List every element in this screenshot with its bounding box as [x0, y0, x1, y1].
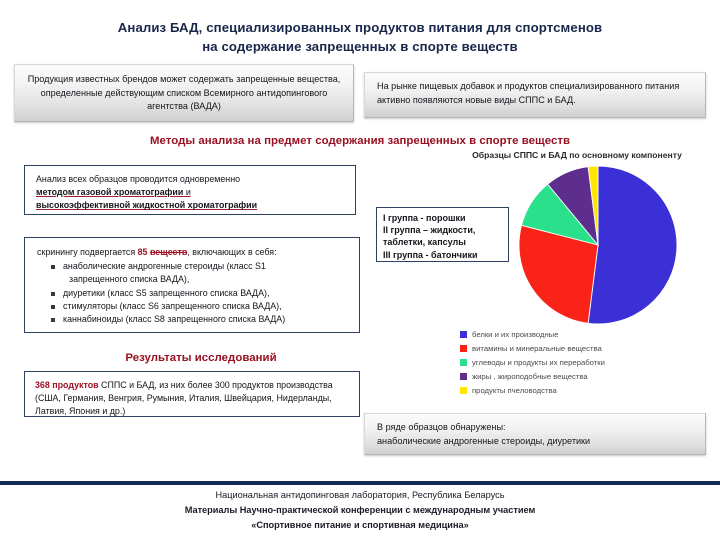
legend-item [460, 341, 708, 355]
screening-prefix: скринингу подвергается [37, 247, 138, 257]
legend-item [460, 327, 708, 341]
legend-swatch-icon [460, 373, 467, 380]
chart-title: Образцы СППС и БАД по основному компоненту [472, 150, 682, 160]
groups-line-3: таблетки, капсулы [383, 237, 466, 248]
legend-swatch-icon [460, 345, 467, 352]
page-title [40, 18, 680, 56]
footer-line-2: Материалы Научно-практической конференции с международным участием [184, 505, 536, 516]
callout-market-text: На рынке пищевых добавок и продуктов специализированного питания активно появляются новые виды СППС и БАД. [377, 81, 680, 105]
callout-found-line1: В ряде образцов обнаружены: [377, 422, 506, 432]
legend-label: витамины и минеральные вещества [472, 343, 602, 353]
products-box [24, 371, 360, 417]
callout-found-line2: анаболические андрогенные стероиды, диуретики [377, 435, 591, 446]
callout-brands [14, 64, 354, 122]
screening-box [24, 237, 360, 333]
groups-line-2: II группа – жидкости, [383, 225, 476, 236]
list-item [51, 313, 359, 326]
methods-line-2 [36, 199, 355, 212]
pie-svg [518, 165, 678, 325]
legend-label: продукты пчеловодства [472, 385, 557, 395]
list-item [51, 260, 359, 286]
list-item [51, 300, 359, 313]
screening-amount-word: веществ [149, 247, 188, 257]
groups-line-4: III группа - батончики [383, 249, 478, 260]
legend-item [460, 383, 708, 397]
footer-line-3: «Спортивное питание и спортивная медицина» [251, 520, 469, 531]
list-item-text: стимуляторы (класс S6 запрещенного списка ВАДА), [63, 300, 282, 311]
products-count: 368 продуктов [35, 380, 99, 390]
footer-divider [0, 481, 720, 485]
pie-slices [519, 166, 677, 324]
footer [0, 488, 720, 534]
methods-method-2: высокоэффективной жидкостной хроматографии [36, 200, 258, 211]
methods-intro: Анализ всех образцов проводится одновременно [36, 174, 241, 184]
section-heading-methods: Методы анализа на предмет содержания запрещенных в спорте веществ [149, 135, 571, 147]
pie-chart-graphic [518, 165, 678, 325]
screening-list [37, 260, 359, 326]
legend-swatch-icon [460, 387, 467, 394]
list-item [51, 287, 359, 300]
screening-amount [138, 247, 188, 257]
page-title-line1: Анализ БАД, специализированных продуктов питания для спортсменов [117, 20, 603, 35]
screening-amount-number: 85 [137, 247, 148, 257]
legend-swatch-icon [460, 331, 467, 338]
footer-line-1: Национальная антидопинговая лаборатория, Республика Беларусь [215, 490, 505, 500]
methods-conjunction: и [183, 187, 191, 198]
callout-brands-text: Продукция известных брендов может содержать запрещенные вещества, определенные действующим списком Всемирного антидопингового агентства (ВАДА) [27, 74, 341, 112]
legend-item [460, 355, 708, 369]
methods-box [24, 165, 356, 215]
pie-chart [446, 150, 708, 396]
callout-market [364, 72, 706, 118]
page-title-line2: на содержание запрещенных в спорте веществ [202, 39, 518, 54]
list-item-text: диуретики (класс S5 запрещенного списка ВАДА), [63, 287, 270, 298]
chart-legend [460, 327, 708, 397]
legend-item [460, 369, 708, 383]
legend-label: белки и их производные [472, 329, 559, 339]
legend-label: жиры , жироподобные вещества [472, 371, 588, 381]
list-item-text: каннабиноиды (класс S8 запрещенного списка ВАДА) [63, 314, 286, 325]
pie-slice [588, 166, 677, 324]
list-item-text-cont: запрещенного списка ВАДА), [69, 274, 190, 285]
section-heading-results: Результаты исследований [125, 352, 277, 364]
groups-line-1: I группа - порошки [383, 213, 466, 223]
methods-method-1: методом газовой хроматографии [36, 187, 184, 198]
products-text: СППС и БАД, из них более 300 продуктов производства (США, Германия, Венгрия, Румыния, Италия, Швейцария, Нидерланды, Латвия, Япония и др.) [35, 380, 333, 417]
screening-suffix: , включающих в себя: [187, 247, 277, 257]
screening-header [37, 246, 359, 259]
legend-label: углеводы и продукты их переработки [472, 357, 605, 367]
callout-found [364, 413, 706, 455]
list-item-text: анаболические андрогенные стероиды (класс S1 [63, 261, 266, 272]
legend-swatch-icon [460, 359, 467, 366]
methods-line-1 [36, 186, 355, 199]
